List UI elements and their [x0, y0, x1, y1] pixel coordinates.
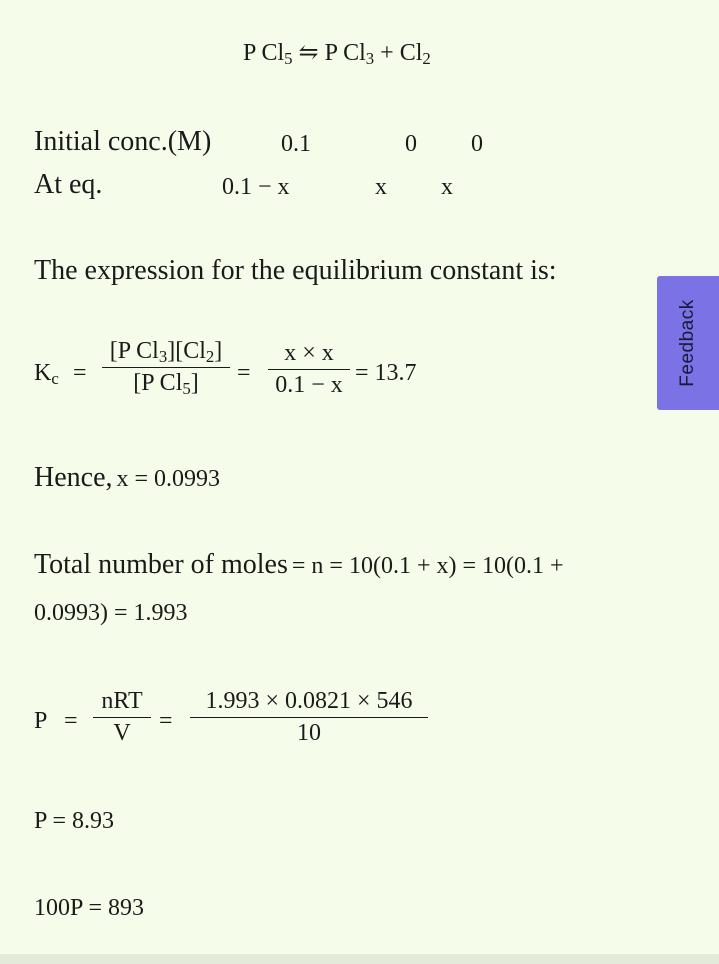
kc-subscript: c	[51, 369, 59, 389]
moles-expression-2: 0.0993) = 1.993	[34, 600, 188, 626]
kc-symbol	[34, 360, 59, 387]
plus-sign: +	[380, 40, 394, 66]
row2-value-1: 0.1 − x	[222, 174, 290, 200]
moles-label: Total number of moles	[34, 549, 288, 580]
row2-value-3: x	[441, 174, 453, 200]
pressure-result: P = 8.93	[34, 808, 114, 834]
num1-sub-a: 3	[158, 347, 168, 367]
product2-subscript: 2	[422, 49, 431, 69]
fraction-bar	[268, 369, 350, 370]
moles-expression-1: = n = 10(0.1 + x) = 10(0.1 +	[291, 553, 564, 579]
reactant-subscript: 5	[284, 49, 293, 69]
equilibrium-arrow: ⇋	[298, 40, 319, 66]
hence-expression: x = 0.0993	[116, 466, 221, 492]
reactant-text: P Cl	[243, 40, 285, 66]
pressure-numerator-1: nRT	[101, 688, 143, 714]
pressure-denominator-2: 10	[297, 720, 321, 746]
pressure-lhs: P	[34, 708, 48, 734]
product2-text: Cl	[399, 40, 423, 66]
pressure-fraction-2	[190, 688, 428, 747]
reaction-equation	[243, 38, 431, 67]
kc-numerator-2: x × x	[284, 340, 334, 366]
num1-b: ][Cl	[167, 338, 206, 364]
kc-fraction-1	[102, 338, 230, 397]
pressure-numerator-2: 1.993 × 0.0821 × 546	[205, 688, 413, 714]
kc-denominator-1	[102, 370, 230, 397]
kc-result: = 13.7	[355, 360, 417, 386]
kc-numerator-1	[102, 338, 230, 365]
equilibrium-statement: The expression for the equilibrium constant is:	[34, 255, 557, 286]
pressure-equals-1: =	[64, 708, 78, 734]
num1-sub-b: 2	[205, 347, 215, 367]
pressure-fraction-1	[93, 688, 151, 747]
num1-c: ]	[214, 338, 223, 364]
hence-word: Hence,	[34, 462, 113, 493]
bottom-scroll-edge	[0, 954, 719, 964]
feedback-label: Feedback	[677, 299, 698, 387]
row1-value-3: 0	[471, 131, 483, 157]
kc-equals-2: =	[237, 360, 251, 386]
row2-value-2: x	[375, 174, 387, 200]
pressure-equals-2: =	[159, 708, 173, 734]
kc-letter: K	[34, 360, 52, 386]
kc-equals-1: =	[73, 360, 87, 386]
num1-a: [P Cl	[109, 338, 159, 364]
row1-value-2: 0	[405, 131, 417, 157]
fraction-bar	[93, 717, 151, 718]
kc-denominator-2: 0.1 − x	[275, 372, 343, 398]
hundred-p-result: 100P = 893	[34, 895, 144, 921]
kc-fraction-2	[268, 340, 350, 399]
hence-line	[34, 462, 220, 494]
pressure-denominator-1: V	[113, 720, 131, 746]
product1-subscript: 3	[365, 49, 375, 69]
fraction-bar	[102, 367, 230, 368]
den1-a: [P Cl	[133, 370, 183, 396]
moles-line-1	[34, 549, 564, 581]
row2-label: At eq.	[34, 169, 103, 200]
row1-label: Initial conc.(M)	[34, 126, 212, 157]
den1-sub: 5	[182, 379, 191, 399]
row1-value-1: 0.1	[281, 131, 311, 157]
product1-text: P Cl	[324, 40, 366, 66]
fraction-bar	[190, 717, 428, 718]
feedback-button[interactable]	[657, 276, 719, 410]
den1-b: ]	[190, 370, 199, 396]
